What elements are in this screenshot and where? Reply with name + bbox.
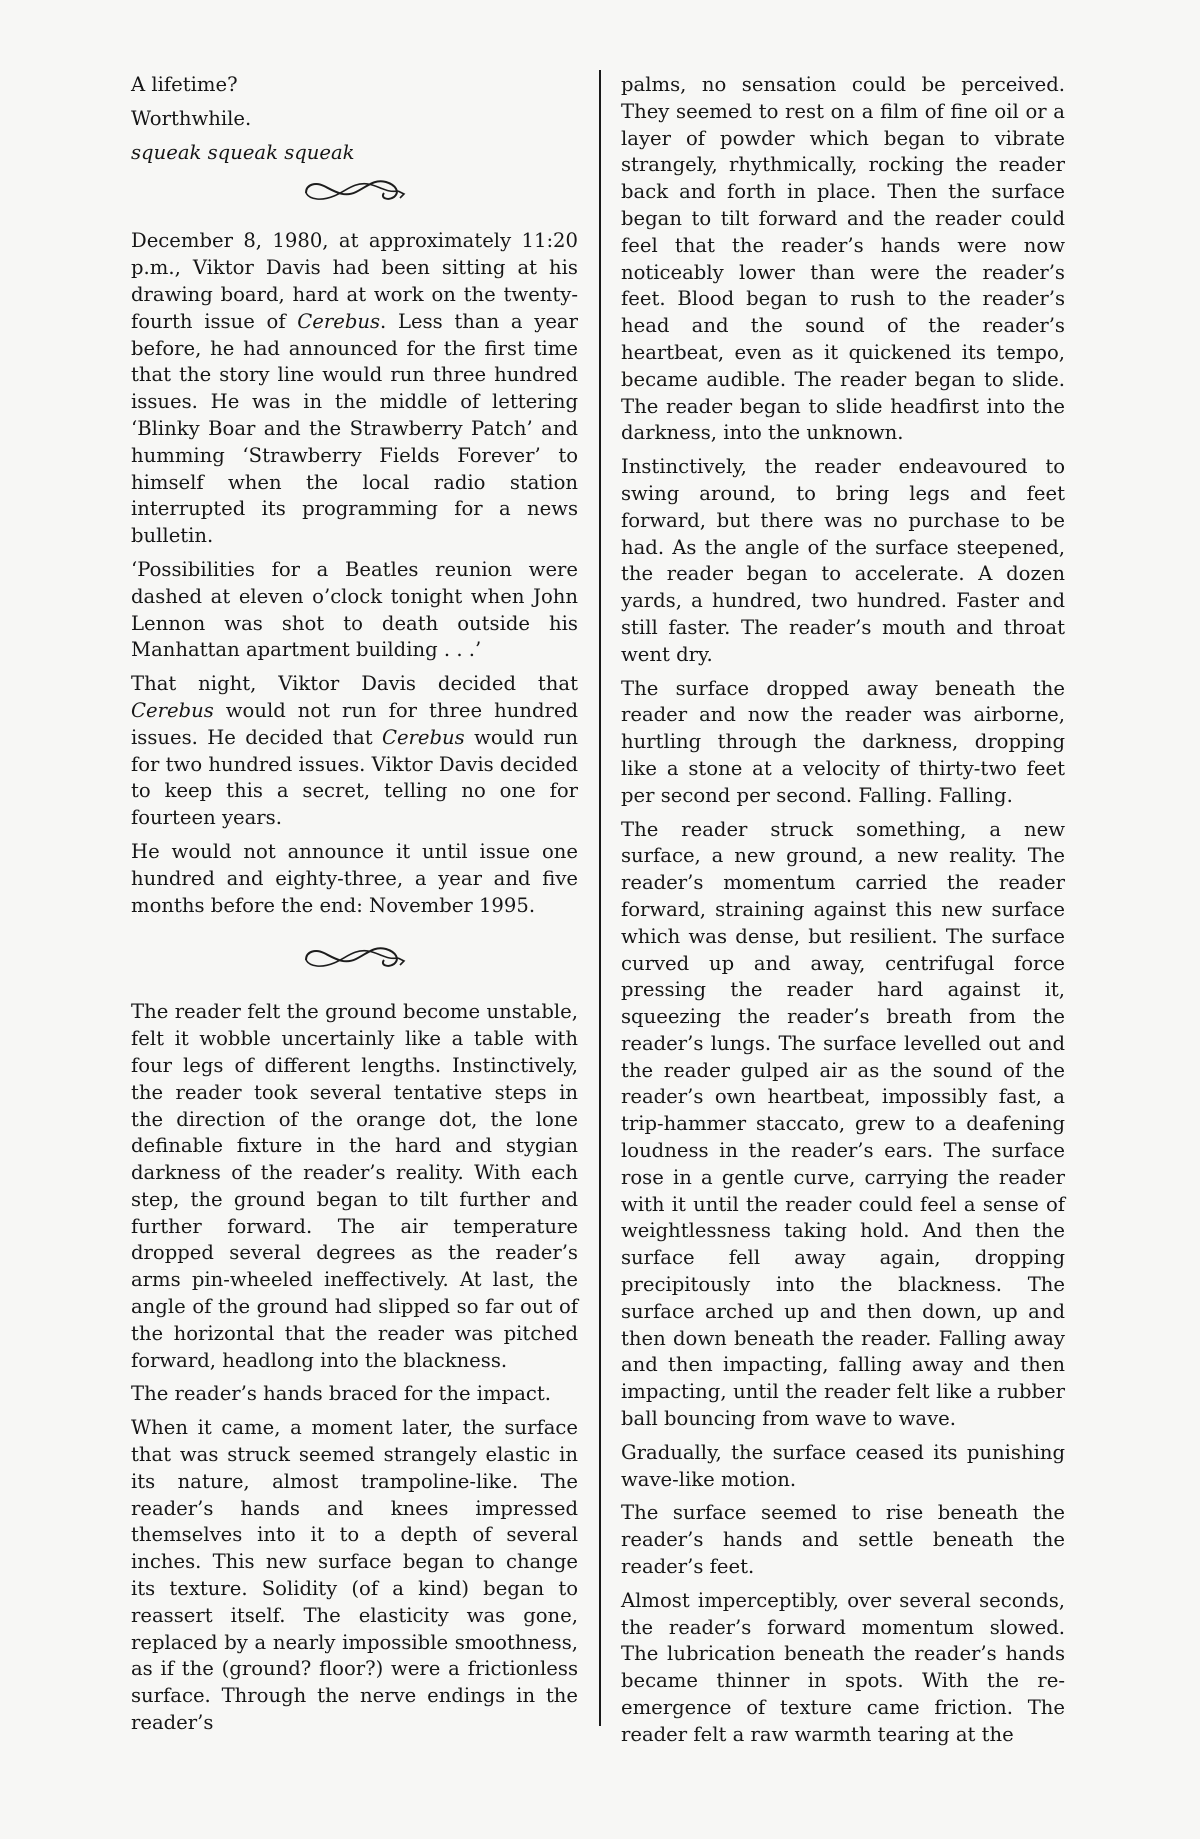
paragraph: The surface dropped away beneath the reader and now the reader was airborne, hurtling through the darkness, dropping like a stone at a velocity of thirty-two feet per second per second. Falling. Falling. [621,676,1065,807]
intro-line: Worthwhile. [131,106,252,130]
paragraph: That night, Viktor Davis decided that Cerebus would not run for three hundred issues. He decided that Cerebus would run for two hundred issues. Viktor Davis decided to keep this a secret, telling no one for fourteen years. [131,672,578,830]
column-divider [599,70,601,1726]
intro-line: squeak squeak squeak [131,140,355,164]
flourish-ornament-icon [300,941,410,971]
paragraph: When it came, a moment later, the surface that was struck seemed strangely elastic in its nature, almost trampoline-like. The reader’s hands and knees impressed themselves into it to a depth of several inches. This new surface began to change its texture. Solidity (of a kind) began to reassert itself. The elasticity was gone, replaced by a nearly impossible smoothness, as if the (ground? floor?) were a frictionless surface. Through the nerve endings in the reader’s [131,1416,578,1735]
paragraph: The reader felt the ground become unstable, felt it wobble uncertainly like a table with four legs of different lengths. Instinctively, the reader took several tentative steps in the direction of the orange dot, the lone definable fixture in the hard and stygian darkness of the reader’s reality. With each step, the ground began to tilt further and further forward. The air temperature dropped several degrees as the reader’s arms pin-wheeled ineffectively. At last, the angle of the ground had slipped so far out of the horizontal that the reader was pitched forward, headlong into the blackness. [131,1000,578,1372]
flourish-ornament-icon [300,174,410,204]
paragraph: The reader struck something, a new surface, a new ground, a new reality. The reader’s momentum carried the reader forward, straining against this new surface which was dense, but resilient. The surface curved up and away, centrifugal force pressing the reader hard against it, squeezing the reader’s breath from the reader’s lungs. The surface levelled out and the reader gulped air as the sound of the reader’s own heartbeat, impossibly fast, a trip-hammer staccato, grew to a deafening loudness in the reader’s ears. The surface rose in a gentle curve, carrying the reader with it until the reader could feel a sense of weightlessness taking hold. And then the surface fell away again, dropping precipitously into the blackness. The surface arched up and then down, up and then down beneath the reader. Falling away and then impacting, falling away and then impacting, until the reader felt like a rubber ball bouncing from wave to wave. [621,817,1065,1431]
book-title: Cerebus [297,309,381,333]
paragraph: He would not announce it until issue one hundred and eighty-three, a year and five months before the end: November 1995. [131,839,578,917]
paragraph: The reader’s hands braced for the impact. [131,1382,551,1406]
paragraph: Instinctively, the reader endeavoured to swing around, to bring legs and feet forward, but there was no purchase to be had. As the angle of the surface steepened, the reader began to accelerate. A dozen yards, a hundred, two hundred. Faster and still faster. The reader’s mouth and throat went dry. [621,455,1065,666]
right-column [621,72,1065,1756]
intro-line: A lifetime? [131,73,238,96]
book-title: Cerebus [131,698,214,722]
paragraph: Almost imperceptibly, over several seconds, the reader’s forward momentum slowed. The lubrication beneath the reader’s hands became thinner in spots. With the re-emergence of texture came friction. The reader felt a raw warmth tearing at the [621,1588,1065,1746]
paragraph: ‘Possibilities for a Beatles reunion were dashed at eleven o’clock tonight when John Lennon was shot to death outside his Manhattan apartment building . . .’ [131,557,578,662]
paragraph: palms, no sensation could be perceived. They seemed to rest on a film of fine oil or a layer of powder which began to vibrate strangely, rhythmically, rocking the reader back and forth in place. Then the surface began to tilt forward and the reader could feel that the reader’s hands were now noticeably lower than were the reader’s feet. Blood began to rush to the reader’s head and the sound of the reader’s heartbeat, even as it quickened its tempo, became audible. The reader began to slide. The reader began to slide headfirst into the darkness, into the unknown. [621,73,1065,445]
paragraph: The surface seemed to rise beneath the reader’s hands and settle beneath the reader’s feet. [621,1501,1065,1579]
paragraph: December 8, 1980, at approximately 11:20 p.m., Viktor Davis had been sitting at his drawing board, hard at work on the twenty-fourth issue of Cerebus. Less than a year before, he had announced for the first time that the story line would run three hundred issues. He was in the middle of lettering ‘Blinky Boar and the Strawberry Patch’ and humming ‘Strawberry Fields Forever’ to himself when the local radio station interrupted its programming for a news bulletin. [131,229,578,548]
paragraph: Gradually, the surface ceased its punishing wave-like motion. [621,1440,1065,1491]
left-column [131,72,578,1744]
book-title: Cerebus [381,725,465,749]
